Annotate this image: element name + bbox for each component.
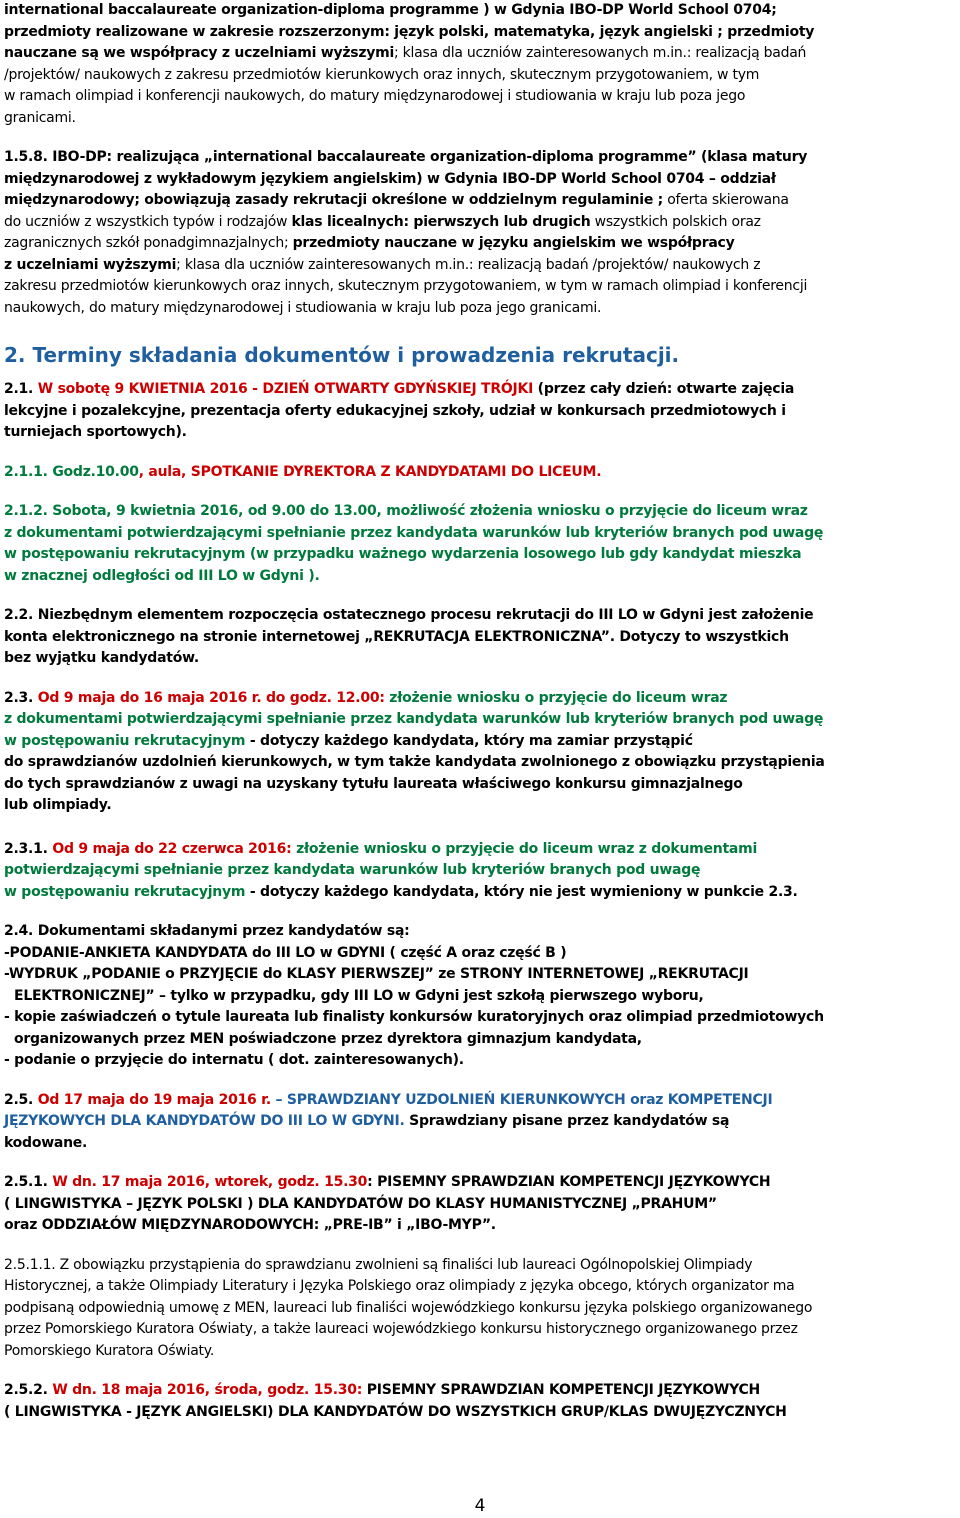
document-page — [4, 0, 956, 1423]
section-number: 2.5.1. — [4, 1174, 53, 1190]
text-line — [4, 688, 956, 710]
text-line — [4, 43, 956, 65]
text-line: przedmioty realizowane w zakresie rozszerzonym: język polski, matematyka, język angielski ; przedmioty — [4, 23, 815, 40]
text-line: podpisaną odpowiednią umowę z MEN, laureaci lub finaliści wojewódzkiego konkursu języka polskiego organizowanego — [4, 1299, 813, 1316]
text-green: w postępowaniu rekrutacyjnym — [4, 732, 246, 749]
text-red: Od 17 maja do 19 maja 2016 r. — [37, 1091, 271, 1108]
text-line: 1.5.8. IBO-DP: realizująca „international baccalaureate organization-diploma programme” (klasa matury — [4, 149, 808, 165]
text-red: , aula, SPOTKANIE DYREKTORA Z KANDYDATAMI DO LICEUM. — [138, 463, 602, 480]
text-line: Historycznej, a także Olimpiady Literatury i Języka Polskiego oraz olimpiady z języka obcego, których organizator ma — [4, 1278, 795, 1294]
paragraph-2-5-2 — [4, 1380, 956, 1423]
section-number: 2.1.1. — [4, 463, 53, 480]
text-line: przez Pomorskiego Kuratora Oświaty, a także laureaci wojewódzkiego konkursu historycznego organizowanego przez — [4, 1321, 798, 1337]
text-line: 2.5.1.1. Z obowiązku przystąpienia do sprawdzianu zwolnieni są finaliści lub laureaci Ogólnopolskiej Olimpiady — [4, 1256, 753, 1273]
text-normal: ; klasa dla uczniów zainteresowanych m.in.: realizacją badań — [394, 45, 807, 61]
text-line: ( LINGWISTYKA – JĘZYK POLSKI ) DLA KANDYDATÓW DO KLASY HUMANISTYCZNEJ „PRAHUM” — [4, 1195, 717, 1212]
text-blue: JĘZYKOWYCH DLA KANDYDATÓW DO III LO W GDYNI. — [4, 1113, 405, 1129]
text-line: międzynarodowej z wykładowym językiem angielskim) w Gdynia IBO-DP World School 0704 – oddział — [4, 170, 776, 187]
text-normal: (przez cały dzień: otwarte zajęcia — [533, 381, 795, 397]
text-line: w znacznej odległości od III LO w Gdyni ). — [4, 567, 320, 584]
paragraph-2-1-2 — [4, 501, 956, 587]
text-line — [4, 212, 956, 234]
text-line: zakresu przedmiotów kierunkowych oraz innych, skutecznym przygotowaniem, w tym w ramach olimpiad i konferencji — [4, 278, 808, 294]
text-line: do tych sprawdzianów z uwagi na uzyskany tytułu laureata właściwego konkursu gimnazjalnego — [4, 775, 743, 792]
list-item: -WYDRUK „PODANIE o PRZYJĘCIE do KLASY PIERWSZEJ” ze STRONY INTERNETOWEJ „REKRUTACJI — [4, 966, 749, 982]
text-bold: nauczane są we współpracy z uczelniami wyższymi — [4, 45, 394, 61]
text-bold: z uczelniami wyższymi — [4, 256, 177, 273]
text-line: z dokumentami potwierdzającymi spełnianie przez kandydata warunków lub kryteriów branych pod uwagę — [4, 711, 824, 727]
list-item: - podanie o przyjęcie do internatu ( dot. zainteresowanych). — [4, 1052, 464, 1068]
text-normal: do uczniów z wszystkich typów i rodzajów — [4, 213, 292, 230]
text-green: w postępowaniu rekrutacyjnym — [4, 883, 246, 900]
paragraph-2-5-1 — [4, 1172, 956, 1237]
text-line: lekcyjne i pozalekcyjne, prezentacja oferty edukacyjnej szkoły, udział w konkursach przedmiotowych i — [4, 402, 786, 419]
list-item-continuation: ELEKTRONICZNEJ” – tylko w przypadku, gdy III LO w Gdyni jest szkołą pierwszego wyboru, — [14, 987, 704, 1004]
text-line — [4, 731, 956, 753]
text-line: w ramach olimpiad i konferencji naukowych, do matury międzynarodowej i studiowania w kraju lub poza jego — [4, 88, 746, 104]
text-red: W dn. 18 maja 2016, środa, godz. 15.30: — [52, 1382, 363, 1398]
text-line: do sprawdzianów uzdolnień kierunkowych, w tym także kandydata zwolnionego z obowiązku przystąpienia — [4, 754, 825, 770]
text-bold: klas licealnych: pierwszych lub drugich — [291, 213, 591, 230]
text-normal: PISEMNY SPRAWDZIAN KOMPETENCJI JĘZYKOWYCH — [362, 1382, 760, 1398]
text-line: lub olimpiady. — [4, 797, 112, 813]
text-blue: – SPRAWDZIANY UZDOLNIEŃ KIERUNKOWYCH oraz KOMPETENCJI — [270, 1091, 773, 1108]
paragraph-intro-continuation — [4, 0, 956, 129]
text-red: W dn. 17 maja 2016, wtorek, godz. 15.30 — [52, 1174, 368, 1190]
paragraph-2-3-1 — [4, 839, 956, 904]
section-number: 2.1. — [4, 381, 38, 397]
text-green: Godz.10.00 — [52, 463, 139, 480]
text-line: 2.4. Dokumentami składanymi przez kandydatów są: — [4, 923, 410, 939]
text-green: złożenie wniosku o przyjęcie do liceum wraz — [384, 689, 728, 706]
text-line — [4, 1172, 956, 1194]
text-line — [4, 1380, 956, 1402]
text-line: /projektów/ naukowych z zakresu przedmiotów kierunkowych oraz innych, skutecznym przygotowaniem, w tym — [4, 66, 760, 83]
paragraph-2-4 — [4, 921, 956, 1072]
paragraph-2-5 — [4, 1090, 956, 1155]
text-line — [4, 839, 956, 861]
paragraph-2-5-1-1 — [4, 1255, 956, 1363]
text-red: W sobotę 9 KWIETNIA 2016 - DZIEŃ OTWARTY GDYŃSKIEJ TRÓJKI — [37, 381, 534, 397]
text-line — [4, 462, 956, 484]
text-line — [4, 379, 956, 401]
text-line: z dokumentami potwierdzającymi spełnianie przez kandydata warunków lub kryteriów branych pod uwagę — [4, 524, 824, 541]
text-line: 2.2. Niezbędnym elementem rozpoczęcia ostatecznego procesu rekrutacji do III LO w Gdyni jest założenie — [4, 607, 814, 623]
section-number: 2.3.1. — [4, 840, 53, 857]
text-red: Od 9 maja do 16 maja 2016 r. do godz. 12.00: — [37, 689, 385, 706]
text-line: ( LINGWISTYKA - JĘZYK ANGIELSKI) DLA KANDYDATÓW DO WSZYSTKICH GRUP/KLAS DWUJĘZYCZNYCH — [4, 1403, 787, 1420]
text-line: 2.1.2. Sobota, 9 kwietnia 2016, od 9.00 do 13.00, możliwość złożenia wniosku o przyjęcie do liceum wraz — [4, 503, 808, 519]
text-bold: przedmioty nauczane w języku angielskim we współpracy — [292, 235, 735, 251]
text-normal: ; klasa dla uczniów zainteresowanych m.in.: realizacją badań /projektów/ naukowych z — [176, 256, 761, 273]
text-normal: Sprawdziany pisane przez kandydatów są — [404, 1113, 730, 1129]
text-line: bez wyjątku kandydatów. — [4, 650, 199, 666]
list-item-continuation: organizowanych przez MEN poświadczone przez dyrektora gimnazjum kandydata, — [14, 1030, 642, 1047]
text-normal: - dotyczy każdego kandydata, który nie jest wymieniony w punkcie 2.3. — [245, 883, 798, 900]
paragraph-2-1-1 — [4, 462, 956, 484]
paragraph-2-2 — [4, 605, 956, 670]
paragraph-2-3 — [4, 688, 956, 817]
text-line: konta elektronicznego na stronie internetowej „REKRUTACJA ELEKTRONICZNA”. Dotyczy to wszystkich — [4, 628, 789, 645]
text-line: international baccalaureate organization-diploma programme ) w Gdynia IBO-DP World School 0704; — [4, 2, 777, 18]
text-normal: zagranicznych szkół ponadgimnazjalnych; — [4, 235, 293, 251]
section-heading: 2. Terminy składania dokumentów i prowadzenia rekrutacji. — [4, 343, 680, 367]
text-line: kodowane. — [4, 1134, 88, 1151]
text-line — [4, 882, 956, 904]
text-green: złożenie wniosku o przyjęcie do liceum wraz z dokumentami — [291, 840, 757, 857]
page-number: 4 — [474, 1496, 486, 1516]
text-normal: - dotyczy każdego kandydata, który ma zamiar przystąpić — [245, 732, 693, 749]
text-line: turniejach sportowych). — [4, 424, 187, 440]
text-normal: oferta skierowana — [663, 192, 789, 208]
text-line — [4, 233, 956, 255]
section-number: 2.5.2. — [4, 1382, 53, 1398]
text-line: granicami. — [4, 109, 76, 126]
list-item: - kopie zaświadczeń o tytule laureata lub finalisty konkursów kuratoryjnych oraz olimpiad przedmiotowych — [4, 1009, 824, 1025]
text-line — [4, 1111, 956, 1133]
text-line — [4, 1090, 956, 1112]
text-red: Od 9 maja do 22 czerwca 2016: — [52, 840, 292, 857]
text-line: oraz ODDZIAŁÓW MIĘDZYNARODOWYCH: „PRE-IB” i „IBO-MYP”. — [4, 1217, 496, 1233]
text-line: potwierdzającymi spełnianie przez kandydata warunków lub kryteriów branych pod uwagę — [4, 862, 701, 878]
text-line — [4, 190, 956, 212]
paragraph-1-5-8 — [4, 147, 956, 319]
section-number: 2.5. — [4, 1091, 38, 1108]
section-number: 2.3. — [4, 689, 38, 706]
text-line: Pomorskiego Kuratora Oświaty. — [4, 1342, 215, 1359]
text-bold: międzynarodowy; obowiązują zasady rekrutacji określone w oddzielnym regulaminie ; — [4, 192, 664, 208]
text-line: w postępowaniu rekrutacyjnym (w przypadku ważnego wydarzenia losowego lub gdy kandydat mieszka — [4, 546, 802, 562]
text-line — [4, 255, 956, 277]
text-normal: : PISEMNY SPRAWDZIAN KOMPETENCJI JĘZYKOWYCH — [367, 1174, 771, 1190]
text-line: naukowych, do matury międzynarodowej i studiowania w kraju lub poza jego granicami. — [4, 299, 602, 316]
list-item: -PODANIE-ANKIETA KANDYDATA do III LO w GDYNI ( część A oraz część B ) — [4, 944, 567, 961]
text-normal: wszystkich polskich oraz — [590, 213, 761, 230]
paragraph-2-1 — [4, 379, 956, 444]
